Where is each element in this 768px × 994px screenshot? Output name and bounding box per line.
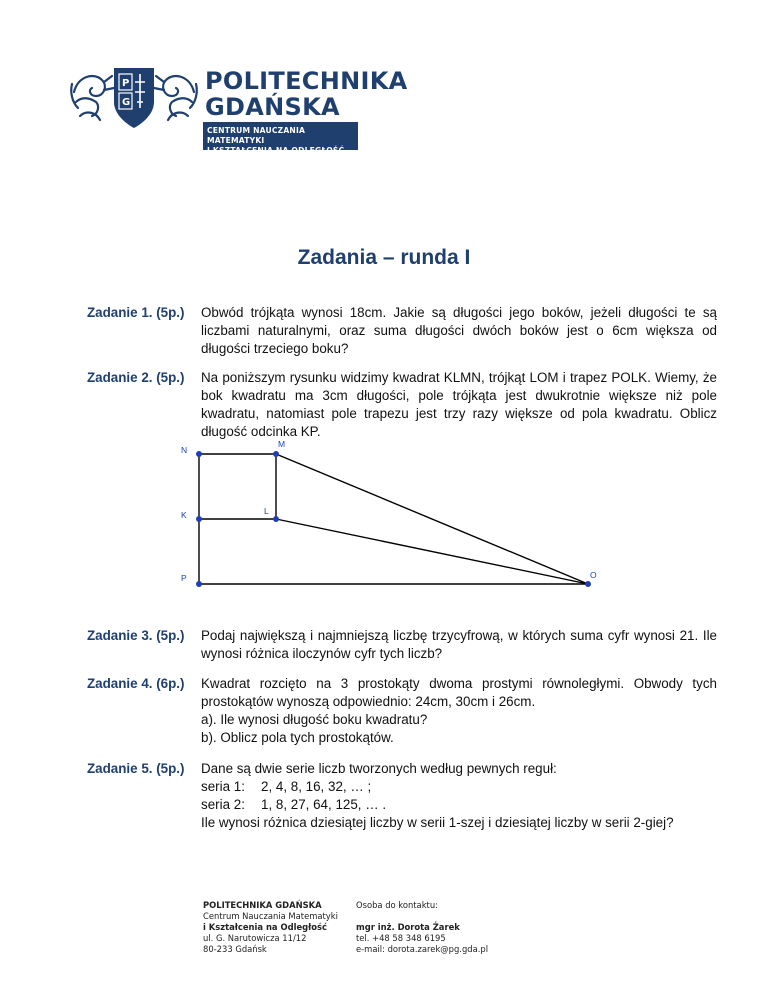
task-5-intro: Dane są dwie serie liczb tworzonych według pewnych reguł: [201, 761, 557, 776]
series-2 [201, 796, 717, 814]
point-l [273, 516, 279, 522]
svg-text:G: G [122, 97, 131, 108]
task-4-part-b: b). Oblicz pola tych prostokątów. [201, 730, 394, 745]
label-l: L [264, 506, 269, 516]
point-n [196, 451, 202, 457]
center-banner [203, 122, 358, 155]
logo-line-2: GDAŃSKA [205, 93, 340, 121]
series-2-values: 1, 8, 27, 64, 125, … . [261, 797, 387, 812]
task-3 [87, 627, 717, 663]
task-2 [87, 369, 717, 441]
task-5-label: Zadanie 5. (5p.) [87, 761, 185, 776]
footer-right-4: tel. +48 58 348 6195 [356, 933, 446, 943]
segment-mo [276, 454, 588, 584]
footer-right-3: mgr inż. Dorota Żarek [356, 922, 460, 932]
footer-contact [356, 900, 488, 955]
university-crest-logo [68, 62, 200, 132]
banner-line-2: I KSZTAŁCENIA NA ODLEGŁOŚĆ [207, 146, 345, 155]
footer-right-1: Osoba do kontaktu: [356, 900, 438, 910]
series-2-name: seria 2: [201, 797, 245, 812]
logo-wordmark [205, 68, 407, 120]
label-m: M [278, 440, 286, 449]
point-m [273, 451, 279, 457]
footer-left-4: ul. G. Narutowicza 11/12 [203, 933, 307, 943]
svg-text:P: P [122, 78, 130, 89]
footer-left-2: Centrum Nauczania Matematyki [203, 911, 338, 921]
point-p [196, 581, 202, 587]
task-4-text: Kwadrat rozcięto na 3 prostokąty dwoma prostymi równoległymi. Obwody tych prostokątów wynoszą odpowiednio: 24cm, 30cm i 26cm. [201, 676, 717, 709]
footer-right-5: e-mail: dorota.zarek@pg.gda.pl [356, 944, 489, 954]
series-1-name: seria 1: [201, 779, 245, 794]
series-1 [201, 778, 717, 796]
page-title: Zadania – runda I [297, 246, 471, 269]
task-5 [87, 760, 717, 832]
task-1 [87, 304, 717, 358]
geometry-figure [174, 440, 604, 590]
banner-line-1: CENTRUM NAUCZANIA MATEMATYKI [207, 126, 306, 145]
task-5-question: Ile wynosi różnica dziesiątej liczby w serii 1-szej i dziesiątej liczby w serii 2-giej? [201, 815, 674, 830]
logo-line-1: POLITECHNIKA [205, 67, 408, 95]
task-3-label: Zadanie 3. (5p.) [87, 628, 185, 643]
task-2-label: Zadanie 2. (5p.) [87, 370, 185, 385]
task-4-label: Zadanie 4. (6p.) [87, 676, 185, 691]
task-4-part-a: a). Ile wynosi długość boku kwadratu? [201, 712, 428, 727]
label-n: N [181, 445, 188, 455]
footer-address [203, 900, 338, 955]
point-k [196, 516, 202, 522]
footer-left-1: POLITECHNIKA GDAŃSKA [203, 900, 322, 910]
footer-right-2 [356, 911, 488, 922]
task-3-text: Podaj największą i najmniejszą liczbę trzycyfrową, w których suma cyfr wynosi 21. Ile wynosi różnica iloczynów cyfr tych liczb? [201, 628, 717, 661]
task-1-text: Obwód trójkąta wynosi 18cm. Jakie są długości jego boków, jeżeli długości te są liczbami naturalnymi, oraz suma długości dwóch boków jest o 6cm większa od długości trzeciego boku? [201, 305, 717, 356]
task-1-label: Zadanie 1. (5p.) [87, 305, 185, 320]
label-o: O [590, 570, 597, 580]
label-p: P [181, 573, 187, 583]
series-1-values: 2, 4, 8, 16, 32, … ; [261, 779, 372, 794]
point-o [585, 581, 591, 587]
task-2-text: Na poniższym rysunku widzimy kwadrat KLMN, trójkąt LOM i trapez POLK. Wiemy, że bok kwadratu ma 3cm długości, pole trójkąta jest dwukrotnie większe niż pole kwadratu, natomiast pole trapezu jest trzy razy większe od pola kwadratu. Oblicz długość odcinka KP. [201, 370, 717, 439]
footer-left-3: i Kształcenia na Odległość [203, 922, 327, 932]
task-4 [87, 675, 717, 747]
footer-left-5: 80-233 Gdańsk [203, 944, 267, 954]
label-k: K [181, 510, 187, 520]
segment-lo [276, 519, 588, 584]
